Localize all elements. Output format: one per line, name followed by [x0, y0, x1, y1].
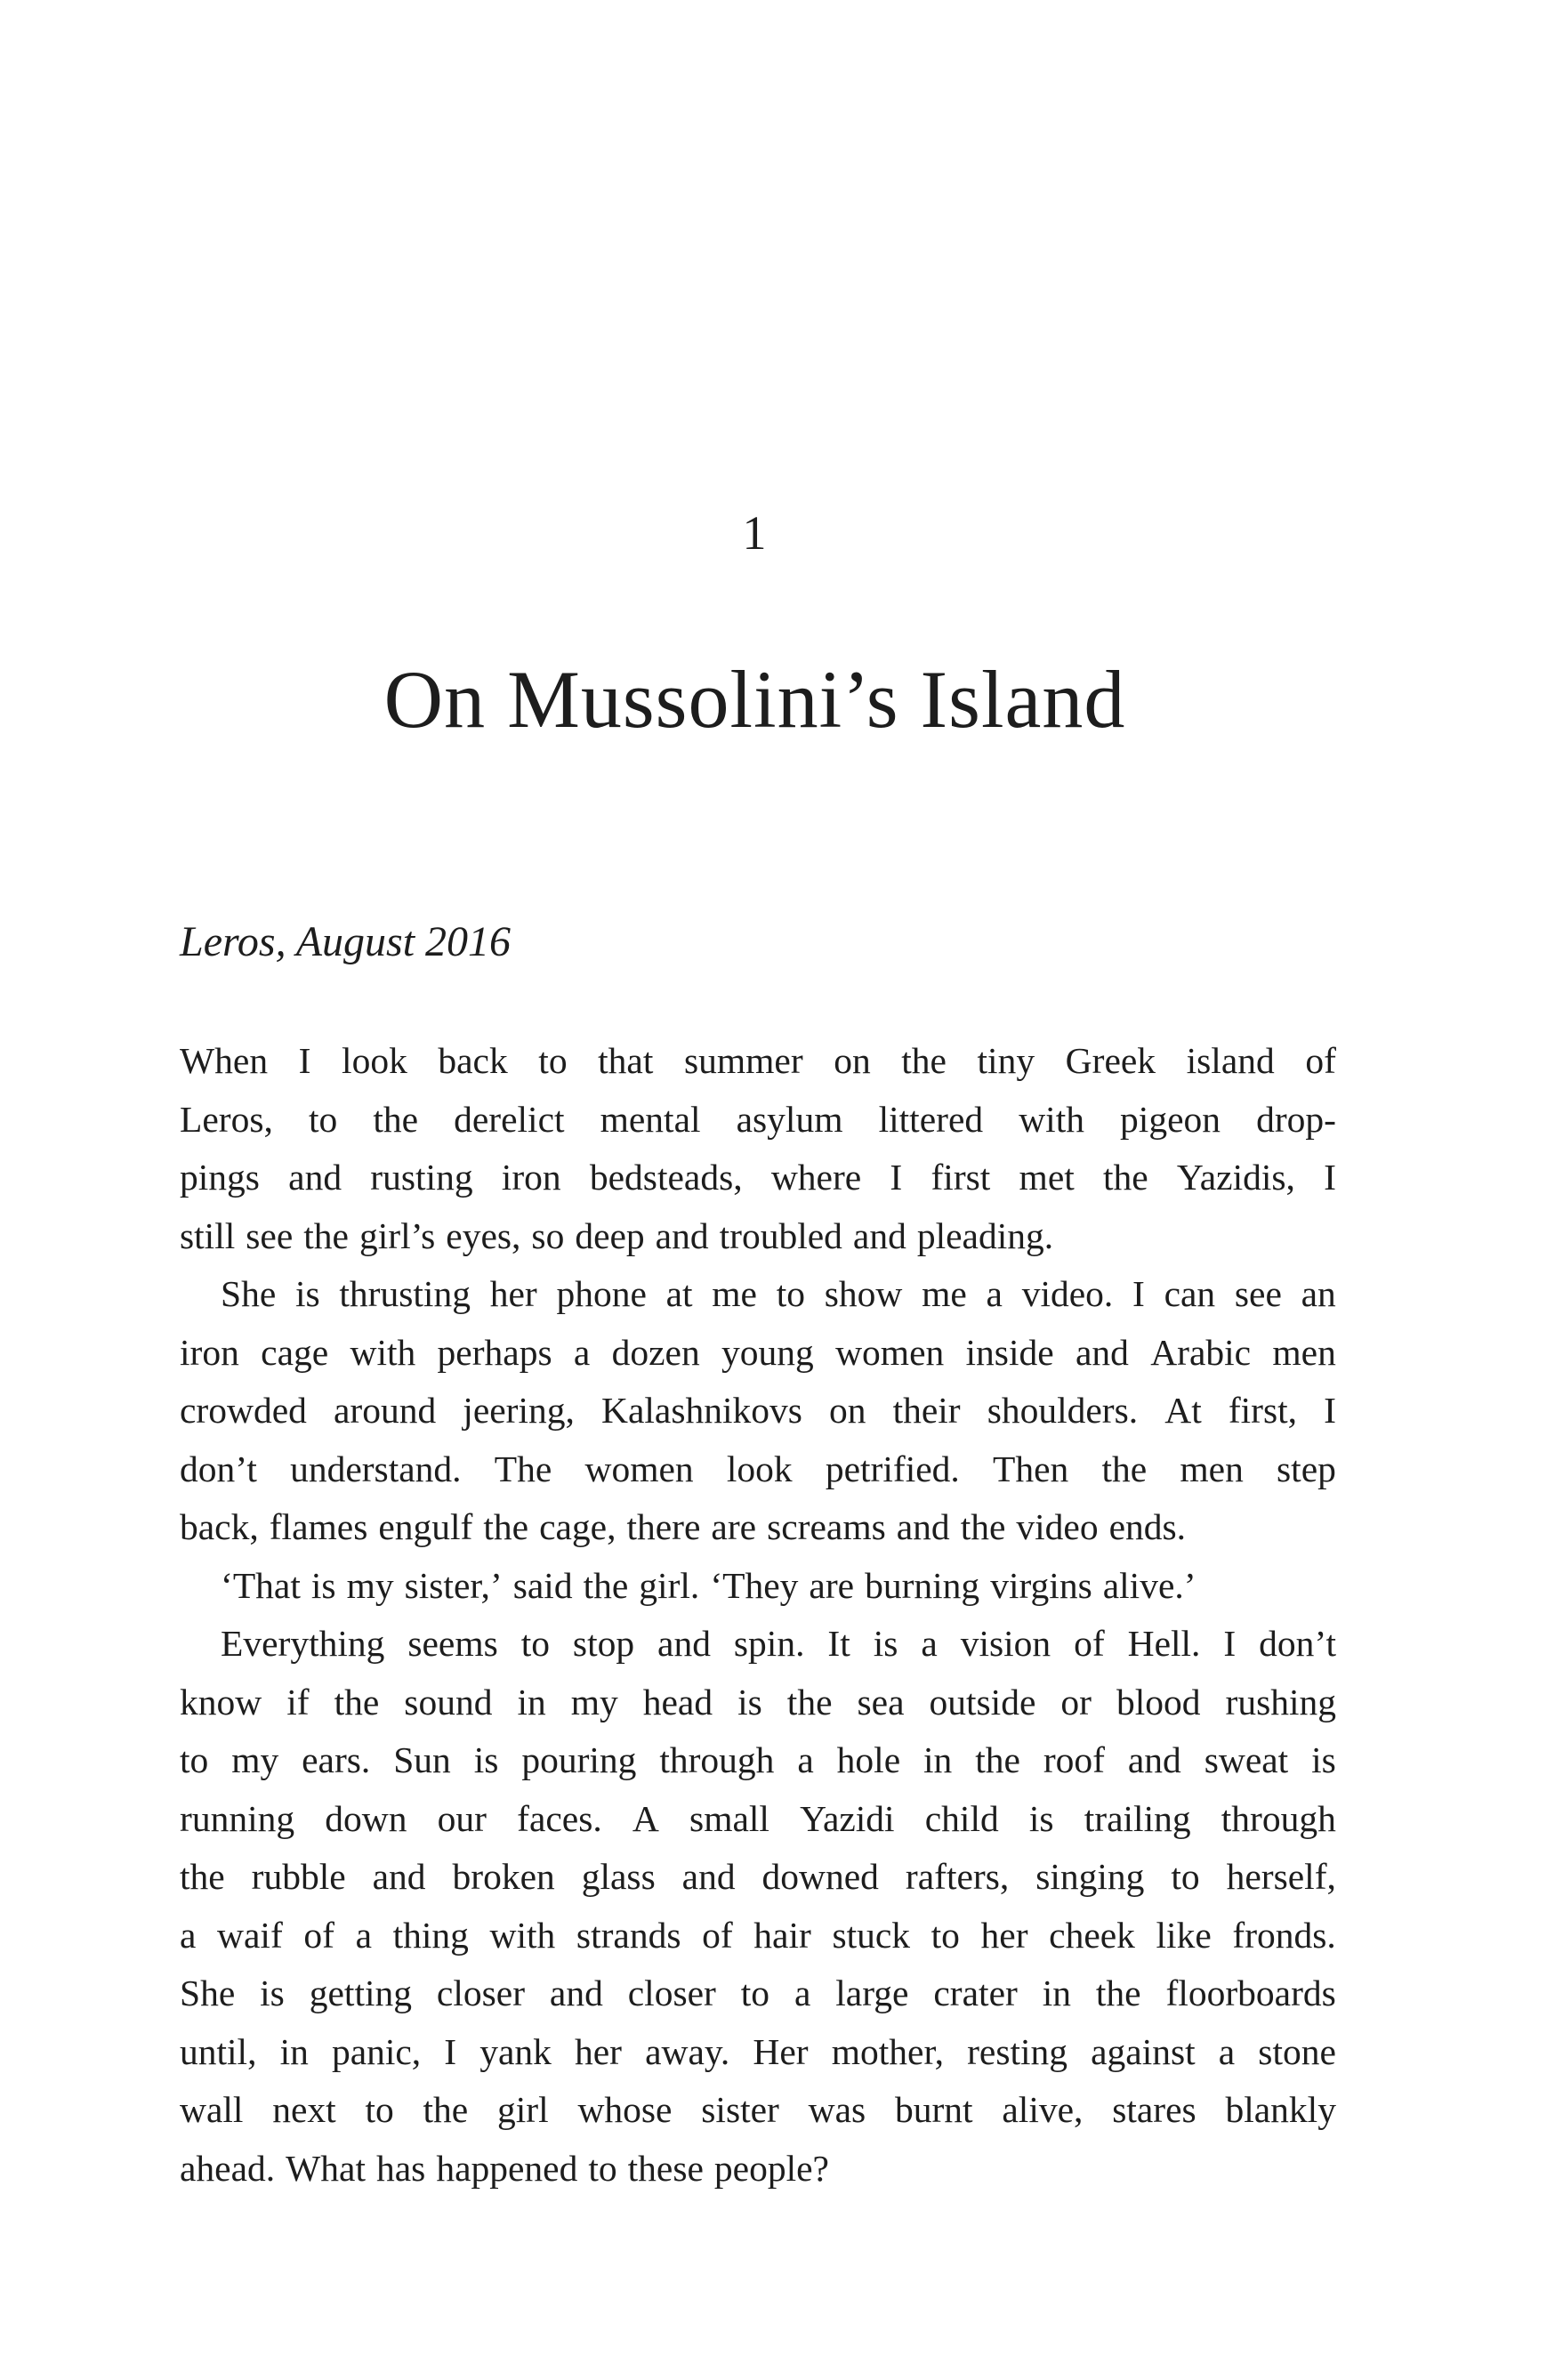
body-line: Everything seems to stop and spin. It is a vision of Hell. I don’t: [221, 1623, 1336, 1664]
body-line: until, in panic, I yank her away. Her mother, resting against a stone: [180, 2030, 1336, 2072]
body-line: running down our faces. A small Yazidi child is trailing through: [180, 1797, 1336, 1839]
body-line: the rubble and broken glass and downed rafters, singing to herself,: [180, 1856, 1336, 1897]
dateline: Leros, August 2016: [180, 918, 512, 965]
body-line: She is getting closer and closer to a large crater in the floorboards: [180, 1973, 1336, 2013]
body-line: ‘That is my sister,’ said the girl. ‘They are burning virgins alive.’: [221, 1564, 1196, 1606]
body-line: She is thrusting her phone at me to show me a video. I can see an: [221, 1273, 1336, 1314]
body-line: don’t understand. The women look petrified. Then the men step: [180, 1448, 1336, 1489]
body-line: iron cage with perhaps a dozen young women inside and Arabic men: [180, 1331, 1336, 1373]
body-line: ahead. What has happened to these people?: [180, 2147, 829, 2189]
body-line: still see the girl’s eyes, so deep and troubled and pleading.: [180, 1214, 1054, 1256]
body-line: wall next to the girl whose sister was burnt alive, stares blankly: [180, 2089, 1336, 2130]
chapter-title: On Mussolini’s Island: [383, 654, 1126, 745]
body-line: to my ears. Sun is pouring through a hole in the roof and sweat is: [180, 1739, 1336, 1780]
body-line: crowded around jeering, Kalashnikovs on their shoulders. At first, I: [180, 1390, 1336, 1431]
body-line: pings and rusting iron bedsteads, where I first met the Yazidis, I: [180, 1157, 1336, 1198]
body-line: When I look back to that summer on the tiny Greek island of: [180, 1040, 1336, 1081]
body-line: a waif of a thing with strands of hair stuck to her cheek like fronds.: [180, 1914, 1336, 1956]
body-line: back, flames engulf the cage, there are screams and the video ends.: [180, 1506, 1187, 1547]
body-text: [180, 1032, 1336, 2198]
body-line: Leros, to the derelict mental asylum littered with pigeon drop-: [180, 1098, 1336, 1140]
chapter-number: 1: [742, 506, 768, 560]
body-line: know if the sound in my head is the sea outside or blood rushing: [180, 1681, 1336, 1722]
